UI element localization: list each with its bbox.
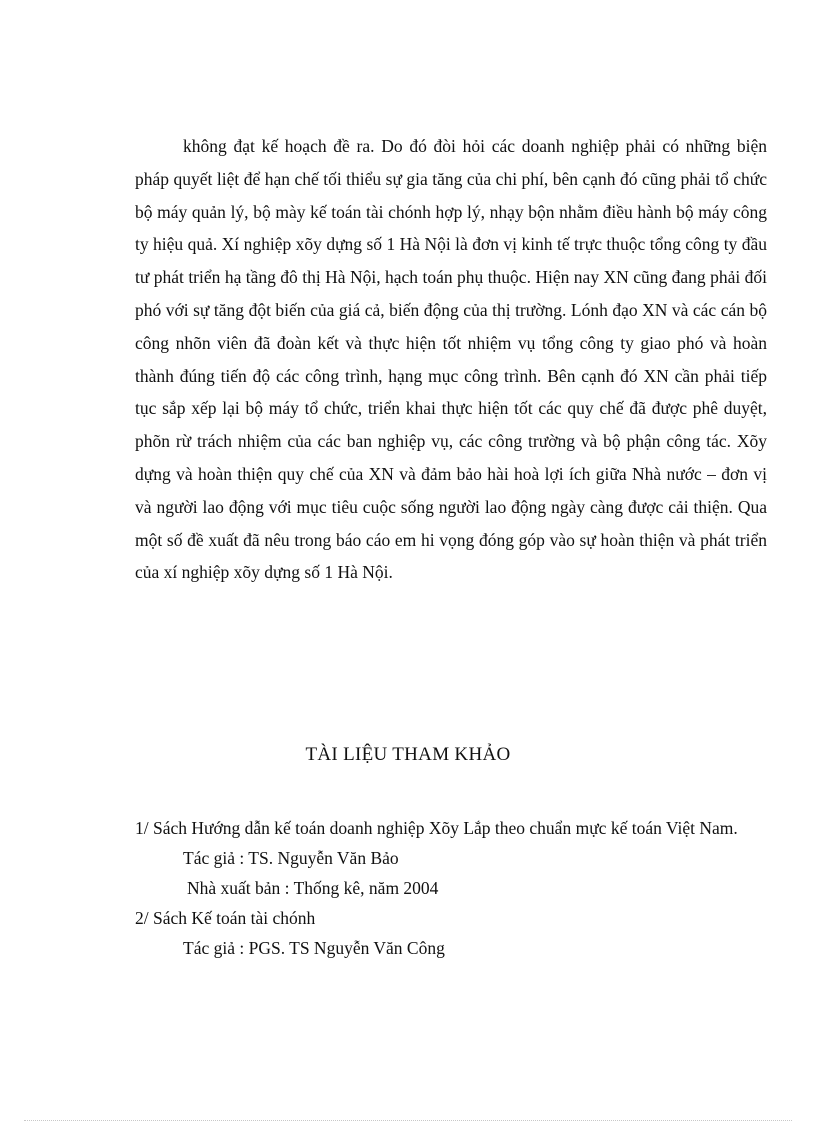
reference-title: 2/ Sách Kế toán tài chónh — [135, 908, 316, 928]
reference-author: Tác giả : PGS. TS Nguyễn Văn Công — [183, 938, 445, 958]
page-bottom-divider — [24, 1120, 792, 1121]
reference-author: Tác giả : TS. Nguyễn Văn Bảo — [183, 848, 399, 868]
references-list — [135, 813, 767, 963]
conclusion-paragraph: không đạt kế hoạch đề ra. Do đó đòi hỏi các doanh nghiệp phải có những biện pháp quyết liệt để hạn chế tối thiểu sự gia tăng của chi phí, bên cạnh đó cũng phải tổ chức bộ máy quản lý, bộ mày kế toán tài chónh hợp lý, nhạy bộn nhằm điều hành bộ máy công ty hiệu quả. Xí nghiệp xõy dựng số 1 Hà Nội là đơn vị kinh tế trực thuộc tổng công ty đầu tư phát triển hạ tầng đô thị Hà Nội, hạch toán phụ thuộc. Hiện nay XN cũng đang phải đối phó với sự tăng đột biến của giá cả, biến động của thị trường. Lónh đạo XN và các cán bộ công nhõn viên đã đoàn kết và thực hiện tốt nhiệm vụ tổng công ty giao phó và hoàn thành đúng tiến độ các công trình, hạng mục công trình. Bên cạnh đó XN cần phải tiếp tục sắp xếp lại bộ máy tổ chức, triển khai thực hiện tốt các quy chế đã được phê duyệt, phõn rừ trách nhiệm của các ban nghiệp vụ, các công trường và bộ phận công tác. Xõy dựng và hoàn thiện quy chế của XN và đảm bảo hài hoà lợi ích giữa Nhà nước – đơn vị và người lao động với mục tiêu cuộc sống người lao động ngày càng được cải thiện. Qua một số đề xuất đã nêu trong báo cáo em hi vọng đóng góp vào sự hoàn thiện và phát triển của xí nghiệp xõy dựng số 1 Hà Nội. — [135, 136, 767, 583]
reference-publisher: Nhà xuất bản : Thống kê, năm 2004 — [187, 878, 439, 898]
reference-title: 1/ Sách Hướng dẫn kế toán doanh nghiệp Xõy Lắp theo chuẩn mực kế toán Việt Nam. — [135, 818, 738, 838]
reference-item-2 — [135, 903, 767, 963]
reference-item-1 — [135, 813, 767, 903]
references-heading: TÀI LIỆU THAM KHẢO — [305, 744, 511, 765]
